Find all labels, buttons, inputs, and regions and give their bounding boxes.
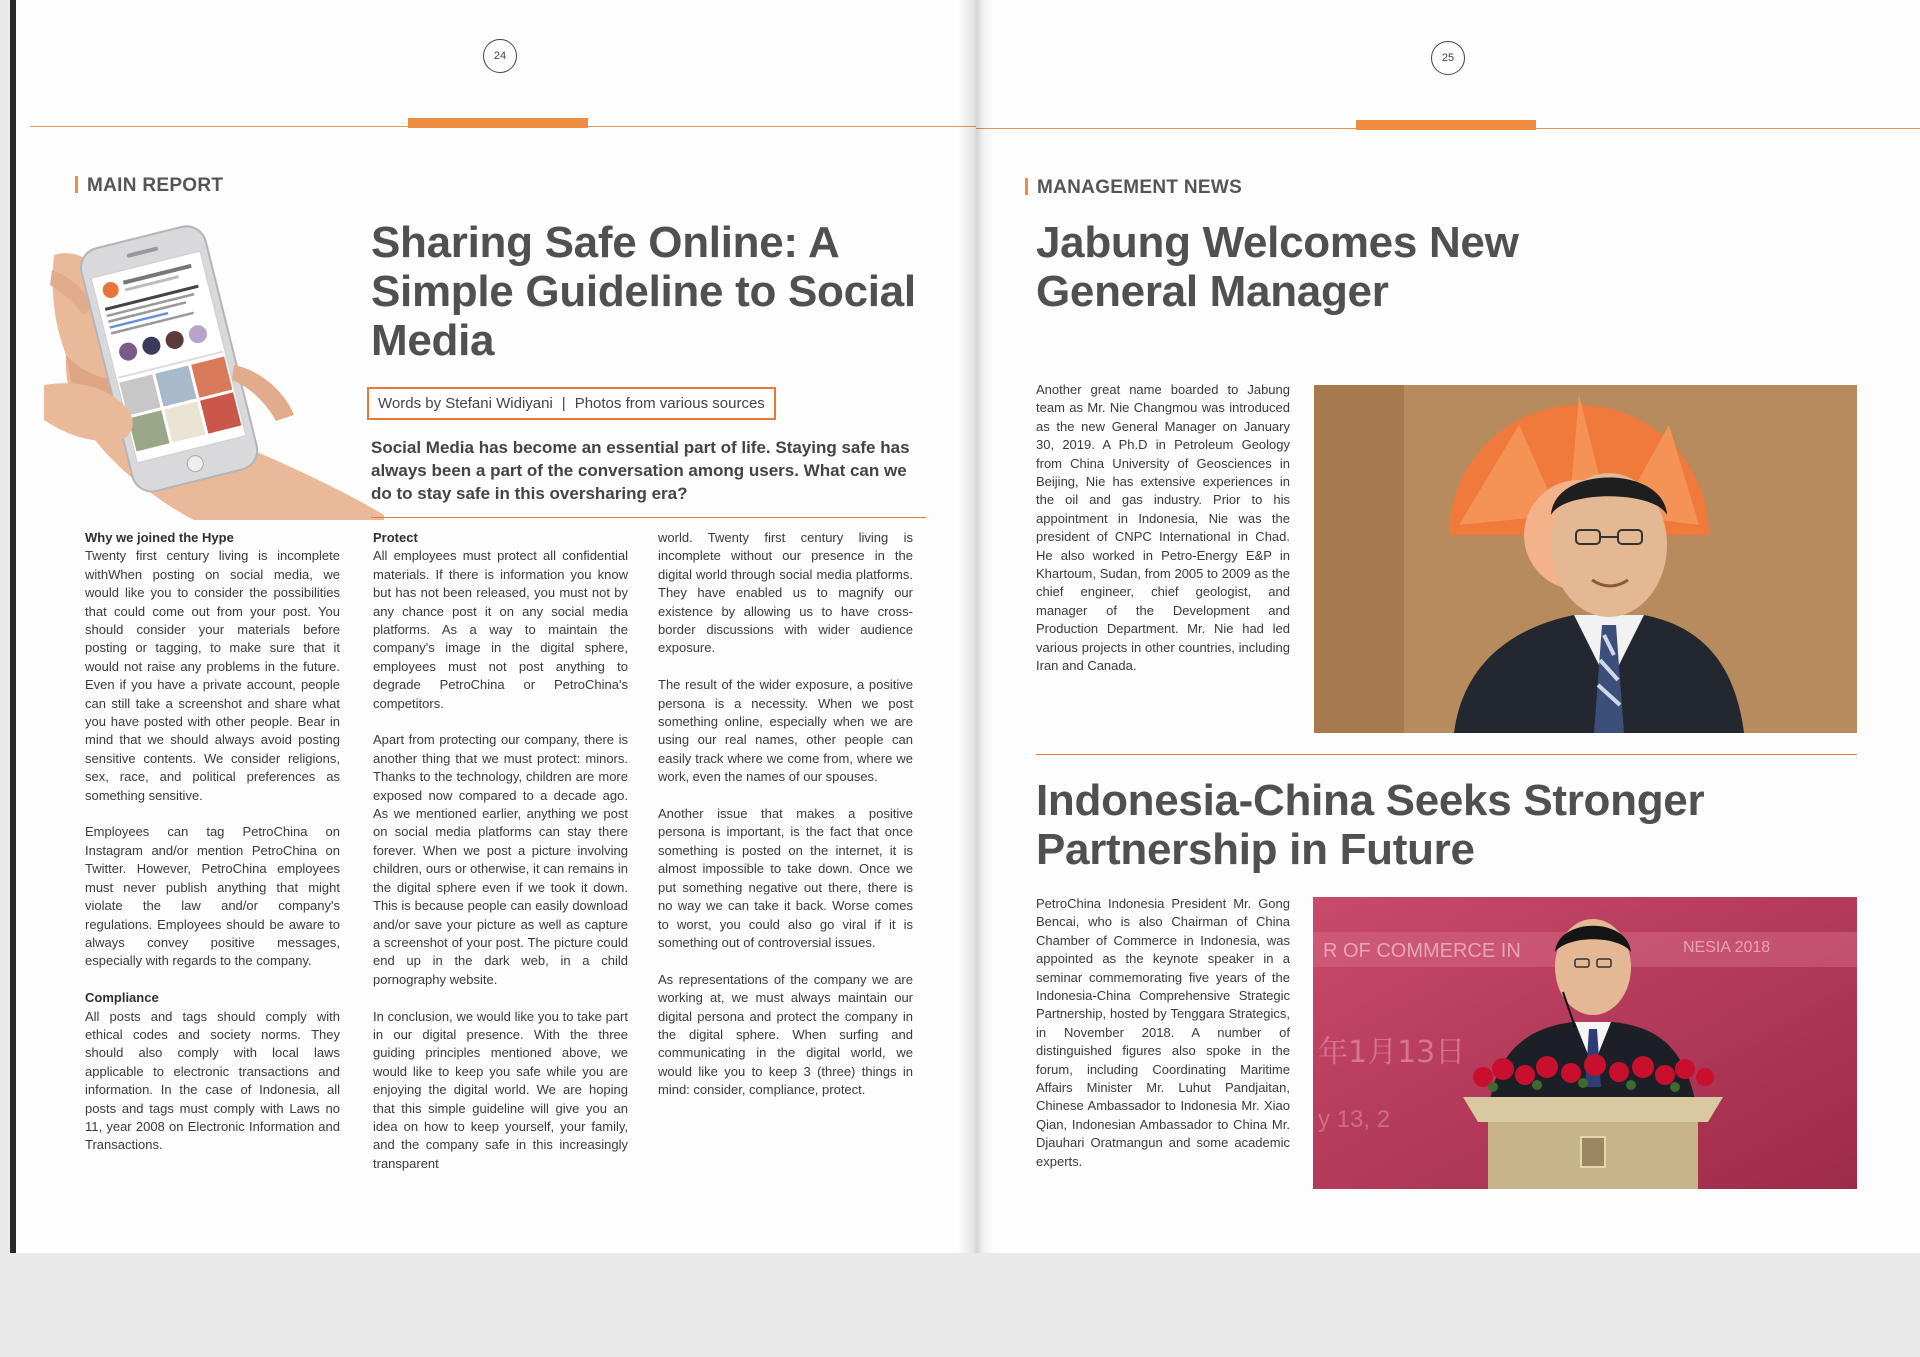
article-title-jabung: Jabung Welcomes New General Manager — [1036, 218, 1519, 316]
credit-separator: | — [561, 395, 566, 412]
col1-paragraph-2: Employees can tag PetroChina on Instagram and/or mention PetroChina on Twitter. However, PetroChina employees must never publish anything that might violate the law and/or company's regulations. Employees should be aware to always convey positive messages, especially with regards to the company. — [85, 824, 340, 969]
gm-portrait-illustration — [1314, 385, 1857, 733]
article-credit-box — [367, 387, 776, 420]
heading-compliance: Compliance — [85, 990, 159, 1006]
banner-date-fragment-2: y 13, 2 — [1318, 1106, 1391, 1133]
article2-body: PetroChina Indonesia President Mr. Gong Bencai, who is also Chairman of China Chamber of Commerce in Indonesia, was appointed as the keynote speaker in a seminar commemorating five years of the Indonesia-China Comprehensive Strategic Partnership, hosted by Tenggara Strategics, in November 2018. A number of distinguished figures also spoke in the forum, including Coordinating Maritime Affairs Minister Mr. Luhut Pandjaitan, Chinese Ambassador to Indonesia Mr. Xiao Qian, Indonesian Ambassador to China Mr. Djauhari Oratmangun and some academic experts. — [1036, 896, 1290, 1169]
article1-body: Another great name boarded to Jabung team as Mr. Nie Changmou was introduced as the new General Manager on January 30, 2019. A Ph.D in Petroleum Geology from China University of Geosciences in Beijing, Nie has extensive experiences in the oil and gas industry. Prior to his appointment in Indonesia, Nie was the president of CNPC International in Chad. He also worked in Petro-Energy E&P in Khartoum, Sudan, from 2005 to 2009 as the chief engineer, chief geologist, and manager of the Development and Production Department. Mr. Nie had led various projects in other countries, including Iran and Canada. — [1036, 382, 1290, 674]
article-lead: Social Media has become an essential part of life. Staying safe has always been a part of the conversation among users. What can we do to stay safe in this oversharing era? — [371, 438, 910, 503]
left-page — [10, 0, 976, 1253]
keynote-speaker-illustration — [1313, 897, 1857, 1189]
col2-paragraph-3: In conclusion, we would like you to take part in our digital presence. With the three guiding principles mentioned above, we would like to keep you safe while you are enjoying the digital world. We are hoping that this simple guideline will give you an idea on how to keep yourself, your family, and the company safe in this increasingly transparent — [373, 1008, 628, 1171]
col2-paragraph-2: Apart from protecting our company, there is another thing that we must protect: minors. Thanks to the technology, children are more exposed now compared to a decade ago. As we mentioned earlier, anything we post on social media platforms can stay there forever. When we post a picture involving children, ours or otherwise, it can remains in the digital sphere even if we took it down. This is because people can easily download and/or save your picture as well as capture a screenshot of your post. The picture could end up in the dark web, in a child pornography website. — [373, 732, 628, 987]
column-1 — [85, 529, 340, 1173]
banner-text-left: R OF COMMERCE IN — [1323, 940, 1521, 962]
col1-paragraph-1: Twenty first century living is incomplete withWhen posting on social media, we would like you to consider the possibilities that could come out from your post. You should consider your materials before posting or tagging, to make sure that it would not raise any problems in the future. Even if you have a private account, people can still take a screenshot and share what you have posted with other people. Bear in mind that we should always avoid posting sensitive contents. We consider religions, sex, race, and political preferences as something sensitive. — [85, 548, 340, 803]
col3-paragraph-4: As representations of the company we are working at, we must always maintain our digital persona and protect the company in the digital sphere. When surfing and communicating in the digital world, we would like you to keep 3 (three) things in mind: consider, compliance, protect. — [658, 971, 913, 1098]
page-number-left: 24 — [483, 39, 517, 73]
banner-date-fragment: 年1月13日 — [1318, 1035, 1466, 1070]
column-3 — [658, 529, 913, 1118]
photo-keynote-speaker — [1313, 897, 1857, 1189]
heading-why-we-joined: Why we joined the Hype — [85, 530, 234, 545]
article-divider — [1036, 754, 1857, 755]
article-title-indonesia-china: Indonesia-China Seeks Stronger Partnership in Future — [1036, 776, 1705, 874]
page-number-right: 25 — [1431, 41, 1465, 75]
credit-photos: Photos from various sources — [574, 395, 765, 412]
heading-protect: Protect — [373, 530, 418, 545]
photo-new-general-manager — [1314, 385, 1857, 733]
lead-underline — [371, 517, 926, 518]
col1-paragraph-3: All posts and tags should comply with ethical codes and society norms. They should also comply with local laws applicable to electronic transactions and information. In the case of Indonesia, all posts and tags must comply with Laws no 11, year 2008 on Electronic Information and Transactions. — [85, 1008, 340, 1153]
col3-paragraph-2: The result of the wider exposure, a positive persona is a necessity. When we post something online, especially when we are using our real names, other people can easily track where we come from, where we work, even the names of our spouses. — [658, 677, 913, 785]
section-label-management-news: MANAGEMENT NEWS — [1025, 177, 1242, 199]
section-label-main-report: MAIN REPORT — [75, 175, 223, 197]
right-page — [976, 0, 1920, 1253]
header-accent-tab-right — [1356, 120, 1536, 130]
column-2 — [373, 529, 628, 1192]
credit-words: Words by Stefani Widiyani — [378, 395, 553, 412]
phone-illustration — [44, 215, 384, 520]
col2-paragraph-1: All employees must protect all confidential materials. If there is information you know but has not been released, you must not by any chance post it on any social media platforms. As a way to maintain the company's image in the digital sphere, employees must not post anything to degrade PetroChina or PetroChina's competitors. — [373, 548, 628, 711]
banner-text-right: NESIA 2018 — [1683, 939, 1771, 956]
col3-paragraph-3: Another issue that makes a positive persona is important, is the fact that once something is posted on the internet, it is almost impossible to take down. Once we put something negative out there, there is no way we can take it back. Worse comes to worst, you could also go viral if it is something out of controversial issues. — [658, 806, 913, 950]
header-accent-tab-left — [408, 118, 588, 128]
phone-in-hand-image — [44, 215, 384, 520]
col3-paragraph-1: world. Twenty first century living is incomplete without our presence in the digital world through social media platforms. They have enabled us to magnify our existence by allowing us to have cross-border discussions with wider audience exposure. — [658, 530, 913, 656]
article-title-sharing-safe-online: Sharing Safe Online: A Simple Guideline to Social Media — [371, 218, 916, 365]
